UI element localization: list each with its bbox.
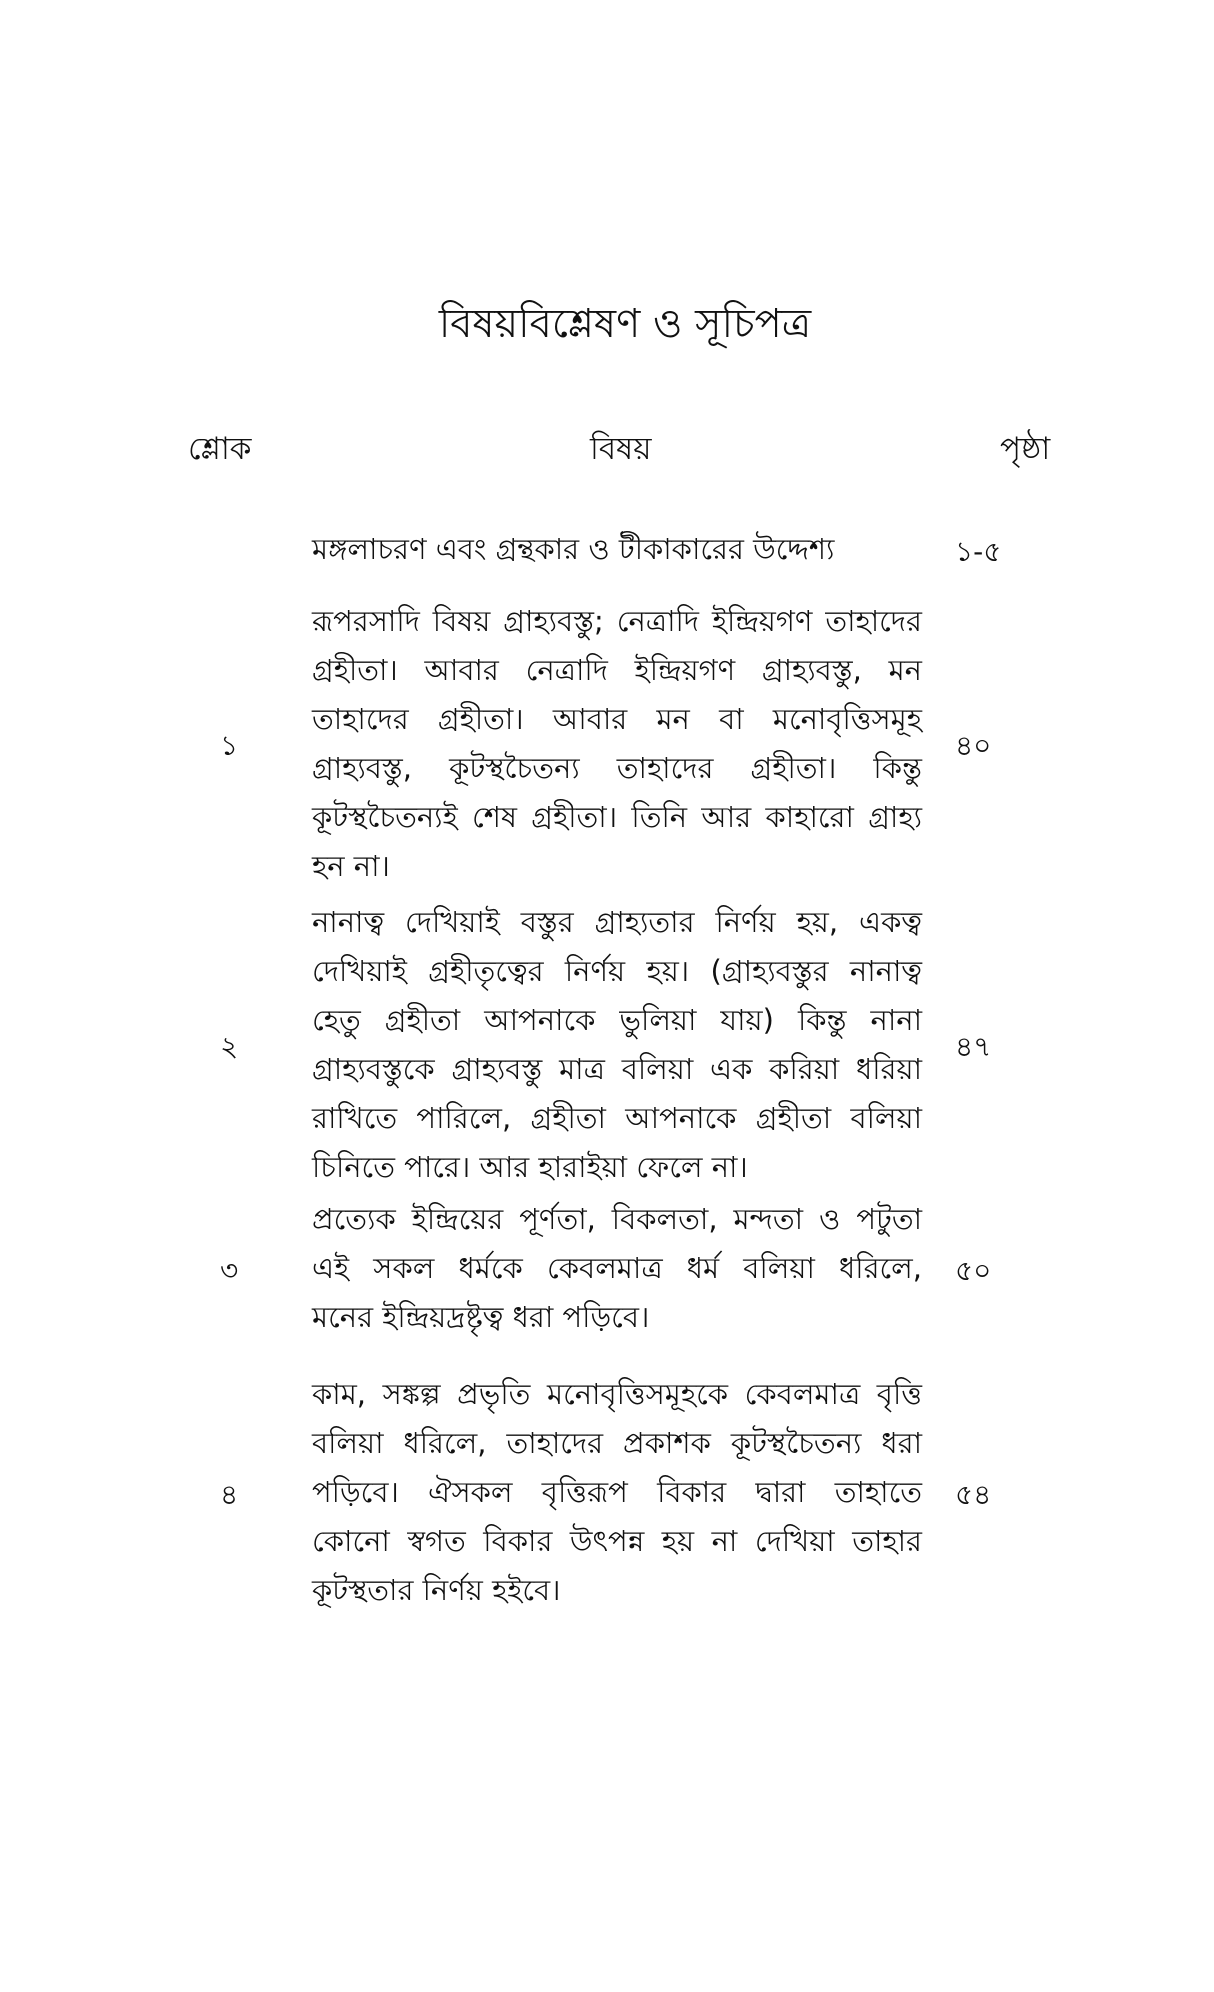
text-line: এই সকল ধর্মকে কেবলমাত্র ধর্ম বলিয়া ধরিলে, [312,1251,922,1285]
text-line: তাহাদের গ্রহীতা। আবার মন বা মনোবৃত্তিসমূহ [312,702,922,736]
text-line: প্রত্যেক ইন্দ্রিয়ের পূর্ণতা, বিকলতা, মন্দতা ও পটুতা [312,1202,922,1236]
shloka-number: ৩ [220,1253,239,1287]
entry-description [312,597,922,891]
entry-description [312,898,922,1192]
text-line: গ্রহীতা। আবার নেত্রাদি ইন্দ্রিয়গণ গ্রাহ্যবস্তু, মন [312,653,922,687]
text-line: কূটস্থচৈতন্যই শেষ গ্রহীতা। তিনি আর কাহারো গ্রাহ্য [312,800,922,834]
text-line: চিনিতে পারে। আর হারাইয়া ফেলে না। [312,1150,748,1184]
page-number: ১-৫ [955,534,1002,568]
text-line: হেতু গ্রহীতা আপনাকে ভুলিয়া যায়) কিন্তু নানা [312,1003,922,1037]
text-line: গ্রাহ্যবস্তুকে গ্রাহ্যবস্তু মাত্র বলিয়া এক করিয়া ধরিয়া [312,1052,922,1086]
entry-description [312,1370,922,1615]
shloka-number: ২ [220,1030,239,1063]
column-header-subject: বিষয় [590,431,652,467]
text-line: দেখিয়াই গ্রহীতৃত্বের নির্ণয় হয়। (গ্রাহ্যবস্তুর নানাত্ব [312,954,922,988]
text-line: বলিয়া ধরিলে, তাহাদের প্রকাশক কূটস্থচৈতন্য ধরা [312,1426,922,1460]
column-header-shloka: শ্লোক [188,431,252,467]
text-line: রাখিতে পারিলে, গ্রহীতা আপনাকে গ্রহীতা বলিয়া [312,1101,922,1135]
entry-description [312,525,922,574]
page-number: ৪৭ [955,1030,992,1063]
page-number: ৫৪ [955,1477,992,1511]
page-number: ৪০ [955,729,992,762]
text-line: গ্রাহ্যবস্তু, কূটস্থচৈতন্য তাহাদের গ্রহীতা। কিন্তু [312,751,922,785]
text-line: নানাত্ব দেখিয়াই বস্তুর গ্রাহ্যতার নির্ণয় হয়, একত্ব [312,905,922,939]
text-line: কোনো স্বগত বিকার উৎপন্ন হয় না দেখিয়া তাহার [312,1524,922,1558]
text-line: মনের ইন্দ্রিয়দ্রষ্টৃত্ব ধরা পড়িবে। [312,1300,650,1334]
text-line: মঙ্গলাচরণ এবং গ্রন্থকার ও টীকাকারের উদ্দেশ্য [312,532,835,566]
shloka-number: ৪ [220,1477,239,1511]
column-header-page: পৃষ্ঠা [1000,431,1051,467]
shloka-number: ১ [220,729,239,762]
text-line: কূটস্থতার নির্ণয় হইবে। [312,1573,561,1607]
page-title: বিষয়বিশ্লেষণ ও সূচিপত্র [438,301,812,347]
text-line: হন না। [312,849,390,883]
text-line: রূপরসাদি বিষয় গ্রাহ্যবস্তু; নেত্রাদি ইন্দ্রিয়গণ তাহাদের [312,604,922,638]
entry-description [312,1195,922,1342]
text-line: পড়িবে। ঐসকল বৃত্তিরূপ বিকার দ্বারা তাহাতে [312,1475,922,1509]
page-number: ৫০ [955,1253,992,1287]
text-line: কাম, সঙ্কল্প প্রভৃতি মনোবৃত্তিসমূহকে কেবলমাত্র বৃত্তি [312,1377,922,1411]
